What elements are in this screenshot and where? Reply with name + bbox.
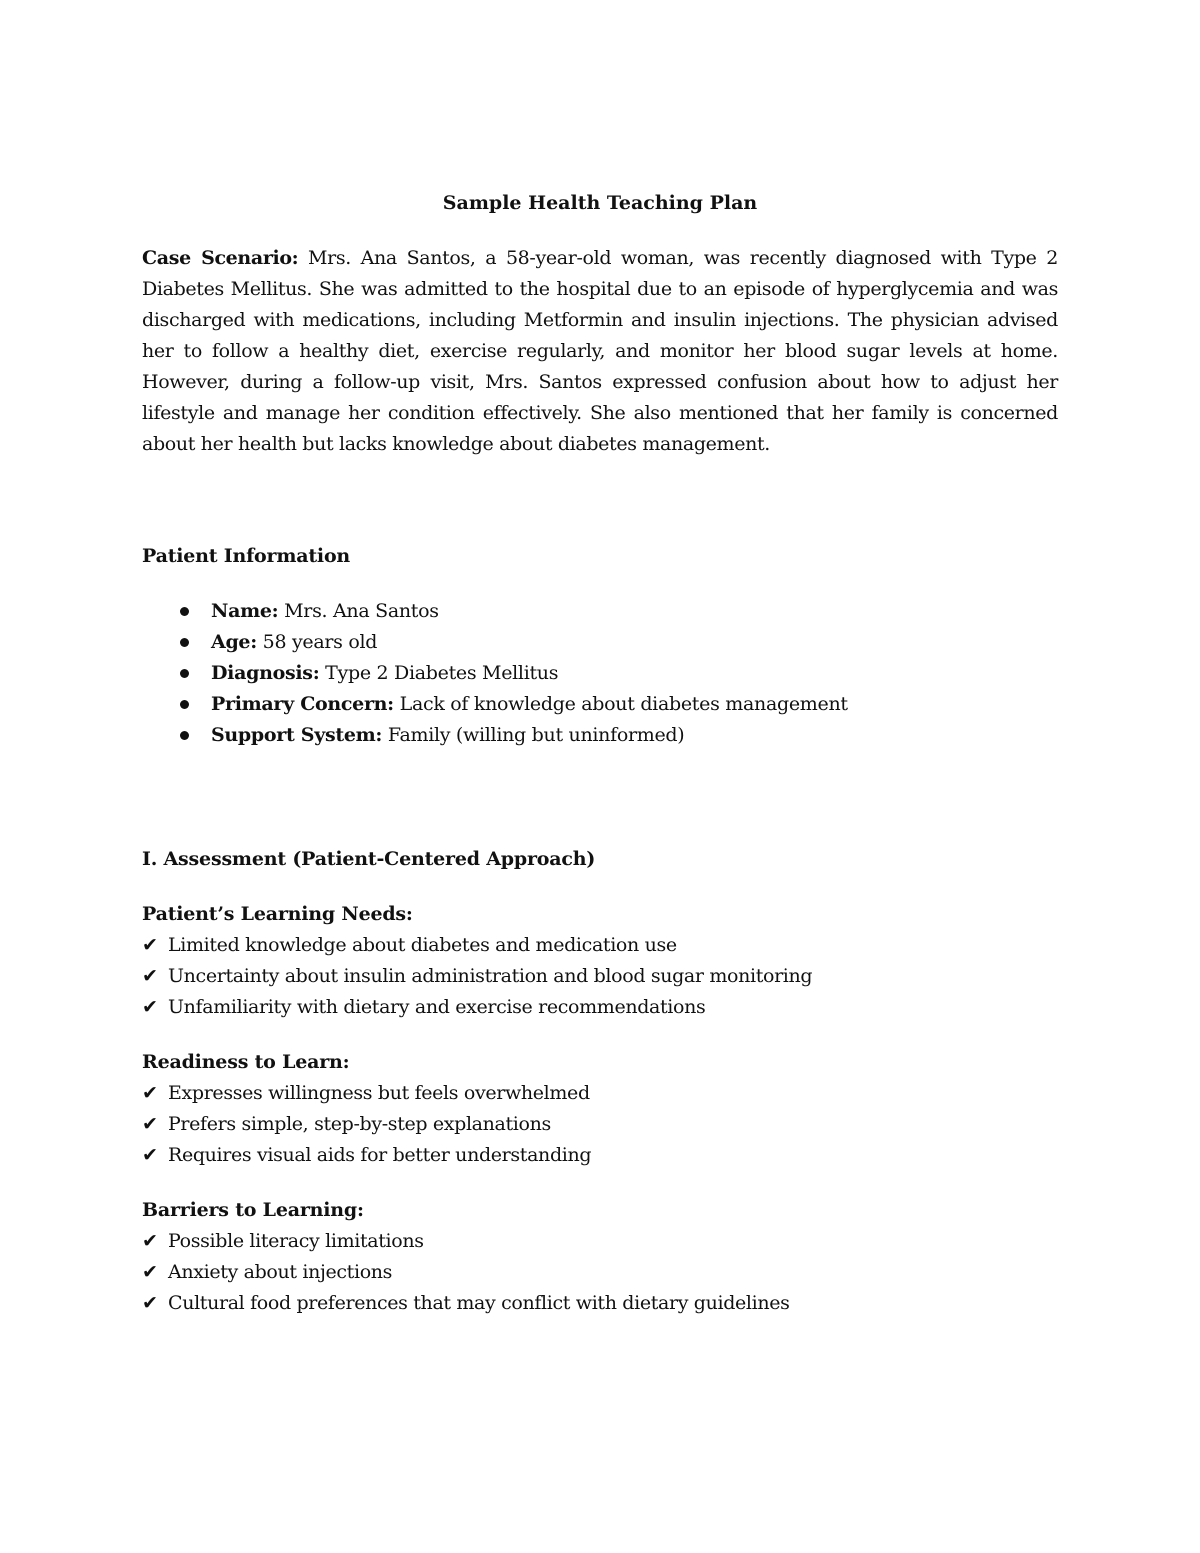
list-item-text: Anxiety about injections [168, 1261, 393, 1283]
patient-info-label: Diagnosis: [211, 662, 320, 684]
readiness-heading: Readiness to Learn: [142, 1051, 350, 1073]
list-item [142, 992, 1058, 1023]
document-page [142, 188, 1058, 1319]
checkmark-icon: ✔ [142, 1261, 158, 1283]
bullet-icon [180, 669, 189, 678]
learning-needs-list [142, 930, 1058, 1023]
assessment-heading: I. Assessment (Patient-Centered Approach) [142, 848, 596, 870]
barriers-list [142, 1226, 1058, 1319]
checkmark-icon: ✔ [142, 1144, 158, 1166]
patient-info-label: Age: [211, 631, 257, 653]
case-scenario-text: Mrs. Ana Santos, a 58-year-old woman, was recently diagnosed with Type 2 Diabetes Mellitus. She was admitted to the hospital due to an episode of hyperglycemia and was discharged with medications, including Metformin and insulin injections. The physician advised her to follow a healthy diet, exercise regularly, and monitor her blood sugar levels at home. However, during a follow-up visit, Mrs. Santos expressed confusion about how to adjust her lifestyle and manage her condition effectively. She also mentioned that her family is concerned about her health but lacks knowledge about diabetes management. [142, 247, 1058, 455]
patient-info-item-primary-concern [142, 689, 1058, 720]
list-item-text: Cultural food preferences that may conflict with dietary guidelines [168, 1292, 790, 1314]
checkmark-icon: ✔ [142, 1230, 158, 1252]
list-item-text: Prefers simple, step-by-step explanations [168, 1113, 551, 1135]
patient-information-heading: Patient Information [142, 545, 351, 567]
list-item-text: Expresses willingness but feels overwhelmed [168, 1082, 590, 1104]
list-item [142, 1257, 1058, 1288]
patient-info-value: 58 years old [256, 631, 378, 653]
list-item-text: Unfamiliarity with dietary and exercise recommendations [168, 996, 706, 1018]
patient-info-value: Family (willing but uninformed) [382, 724, 685, 746]
learning-needs-heading: Patient’s Learning Needs: [142, 903, 413, 925]
list-item [142, 1109, 1058, 1140]
checkmark-icon: ✔ [142, 1113, 158, 1135]
list-item [142, 1140, 1058, 1171]
patient-info-label: Primary Concern: [211, 693, 394, 715]
patient-info-value: Type 2 Diabetes Mellitus [319, 662, 559, 684]
list-item [142, 1078, 1058, 1109]
list-item [142, 930, 1058, 961]
list-item-text: Possible literacy limitations [168, 1230, 424, 1252]
list-item-text: Limited knowledge about diabetes and medication use [168, 934, 677, 956]
checkmark-icon: ✔ [142, 1082, 158, 1104]
barriers-heading: Barriers to Learning: [142, 1199, 364, 1221]
bullet-icon [180, 731, 189, 740]
patient-info-item-support-system [142, 720, 1058, 751]
list-item-text: Uncertainty about insulin administration and blood sugar monitoring [168, 965, 813, 987]
bullet-icon [180, 638, 189, 647]
bullet-icon [180, 607, 189, 616]
patient-info-value: Lack of knowledge about diabetes management [393, 693, 848, 715]
patient-information-list [142, 596, 1058, 751]
patient-info-item-age [142, 627, 1058, 658]
checkmark-icon: ✔ [142, 934, 158, 956]
patient-info-value: Mrs. Ana Santos [278, 600, 439, 622]
case-scenario-label: Case Scenario: [142, 247, 299, 269]
document-title: Sample Health Teaching Plan [442, 192, 758, 214]
list-item [142, 1288, 1058, 1319]
patient-info-label: Name: [211, 600, 279, 622]
list-item [142, 961, 1058, 992]
checkmark-icon: ✔ [142, 1292, 158, 1314]
bullet-icon [180, 700, 189, 709]
checkmark-icon: ✔ [142, 965, 158, 987]
patient-info-item-name [142, 596, 1058, 627]
case-scenario-paragraph [142, 243, 1058, 460]
readiness-list [142, 1078, 1058, 1171]
list-item-text: Requires visual aids for better understanding [168, 1144, 592, 1166]
patient-info-item-diagnosis [142, 658, 1058, 689]
patient-info-label: Support System: [211, 724, 383, 746]
checkmark-icon: ✔ [142, 996, 158, 1018]
list-item [142, 1226, 1058, 1257]
